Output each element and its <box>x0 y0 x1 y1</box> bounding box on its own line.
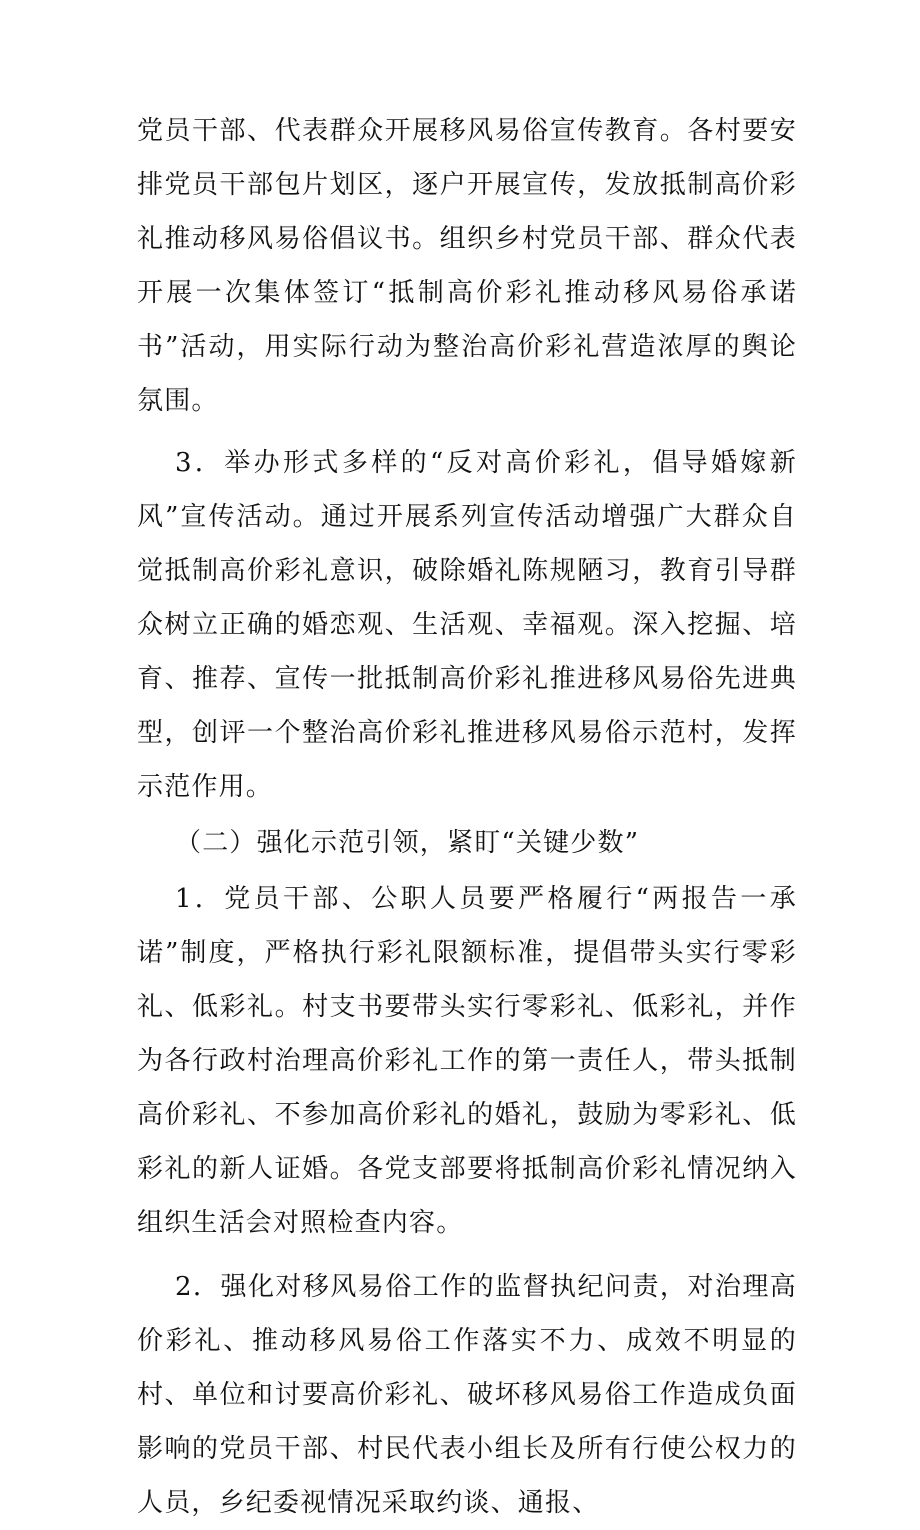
paragraph-item-3: 3．举办形式多样的“反对高价彩礼，倡导婚嫁新风”宣传活动。通过开展系列宣传活动增强广大群众自觉抵制高价彩礼意识，破除婚礼陈规陋习，教育引导群众树立正确的婚恋观、生活观、幸福观。深入挖掘、培育、推荐、宣传一批抵制高价彩礼推进移风易俗先进典型，创评一个整治高价彩礼推进移风易俗示范村，发挥示范作用。 <box>137 448 797 802</box>
paragraph-item-1: 1．党员干部、公职人员要严格履行“两报告一承诺”制度，严格执行彩礼限额标准，提倡带头实行零彩礼、低彩礼。村支书要带头实行零彩礼、低彩礼，并作为各行政村治理高价彩礼工作的第一责任人，带头抵制高价彩礼、不参加高价彩礼的婚礼，鼓励为零彩礼、低彩礼的新人证婚。各党支部要将抵制高价彩礼情况纳入组织生活会对照检查内容。 <box>137 884 797 1238</box>
section-heading-2: （二）强化示范引领，紧盯“关键少数” <box>175 828 640 858</box>
paragraph-item-2: 2．强化对移风易俗工作的监督执纪问责，对治理高价彩礼、推动移风易俗工作落实不力、成效不明显的村、单位和讨要高价彩礼、破坏移风易俗工作造成负面影响的党员干部、村民代表小组长及所有行使公权力的人员，乡纪委视情况采取约谈、通报、 <box>137 1272 797 1518</box>
paragraph-continuation: 党员干部、代表群众开展移风易俗宣传教育。各村要安排党员干部包片划区，逐户开展宣传，发放抵制高价彩礼推动移风易俗倡议书。组织乡村党员干部、群众代表开展一次集体签订“抵制高价彩礼推动移风易俗承诺书”活动，用实际行动为整治高价彩礼营造浓厚的舆论氛围。 <box>137 116 797 416</box>
document-body <box>137 104 797 1530</box>
